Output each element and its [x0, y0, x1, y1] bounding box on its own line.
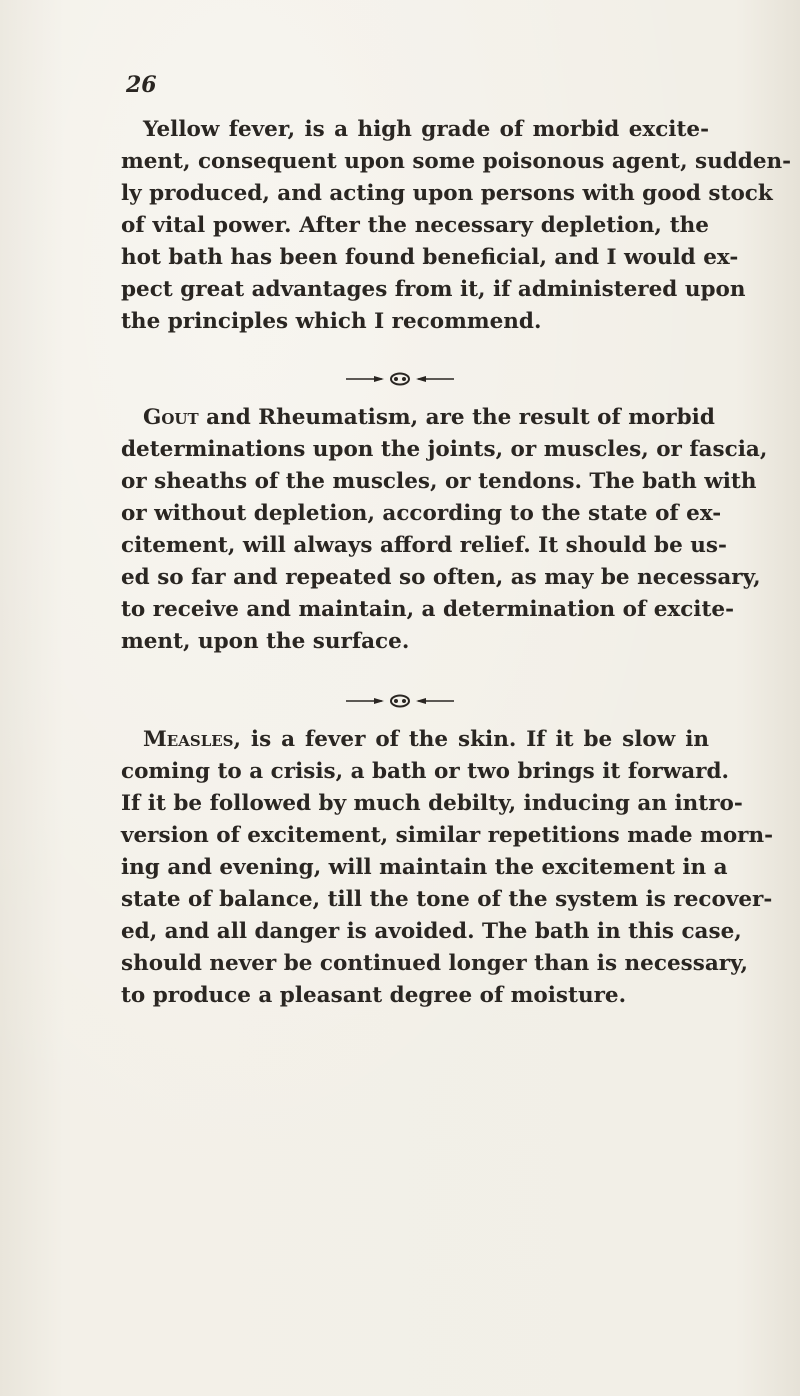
text-line: the principles which I recommend.	[121, 309, 542, 334]
text-line: ed so far and repeated so often, as may be necessary,	[121, 565, 761, 590]
text-line: hot bath has been found beneficial, and I would ex-	[121, 245, 739, 270]
text-line: should never be continued longer than is necessary,	[121, 951, 749, 976]
paragraph-gout	[121, 402, 768, 658]
text-line: version of excitement, similar repetitions made morn-	[121, 823, 774, 848]
section-divider-ornament	[0, 694, 800, 708]
lead-word: Measles	[143, 727, 234, 752]
text-line	[121, 724, 709, 756]
text-line: ment, upon the surface.	[121, 629, 410, 654]
text-line: of vital power. After the necessary depletion, the	[121, 213, 709, 238]
text-line: to receive and maintain, a determination of excite-	[121, 597, 735, 622]
text-line: ed, and all danger is avoided. The bath in this case,	[121, 919, 742, 944]
text-fragment: and Rheumatism, are the result of morbid	[198, 405, 715, 430]
text-line: state of balance, till the tone of the system is recover-	[121, 887, 773, 912]
text-line: or sheaths of the muscles, or tendons. The bath with	[121, 469, 757, 494]
ornament-icon	[344, 372, 456, 386]
section-divider-ornament	[0, 372, 800, 386]
text-line: ing and evening, will maintain the excitement in a	[121, 855, 728, 880]
text-line: coming to a crisis, a bath or two brings it forward.	[121, 759, 730, 784]
text-line: to produce a pleasant degree of moisture.	[121, 983, 627, 1008]
page-number: 26	[126, 72, 157, 98]
text-line: If it be followed by much debilty, inducing an intro-	[121, 791, 743, 816]
text-line: pect great advantages from it, if administered upon	[121, 277, 746, 302]
text-line: or without depletion, according to the state of ex-	[121, 501, 722, 526]
text-line: ly produced, and acting upon persons with good stock	[121, 181, 773, 206]
text-line: determinations upon the joints, or muscles, or fascia,	[121, 437, 768, 462]
text-line: ment, consequent upon some poisonous agent, sudden-	[121, 149, 792, 174]
text-line: citement, will always afford relief. It should be us-	[121, 533, 727, 558]
lead-word: Gout	[143, 405, 199, 430]
text-line: Yellow fever, is a high grade of morbid excite-	[143, 117, 709, 142]
ornament-icon	[344, 694, 456, 708]
paragraph-measles	[121, 724, 774, 1012]
text-fragment: , is a fever of the skin. If it be slow in	[233, 727, 709, 752]
paragraph-yellow-fever	[121, 114, 792, 338]
text-line	[121, 402, 715, 434]
